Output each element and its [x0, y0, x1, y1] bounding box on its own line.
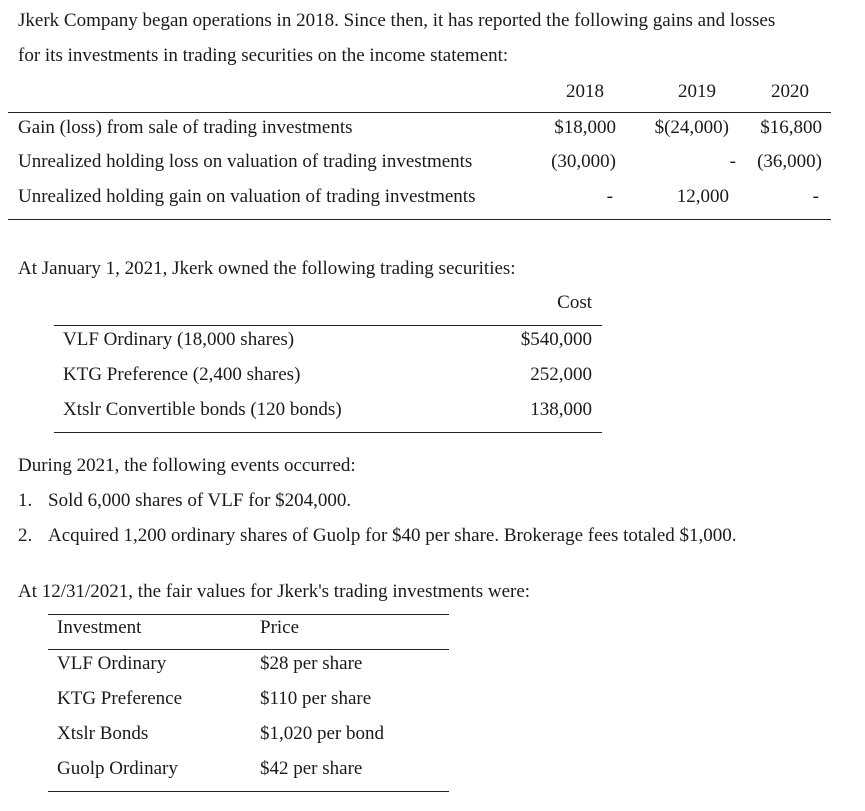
- row-label-unrealized-gain: Unrealized holding gain on valuation of trading investments: [18, 186, 476, 207]
- fv-investment-xtslr: Xtslr Bonds: [57, 723, 149, 744]
- event-number-2: 2.: [18, 525, 33, 546]
- holding-cost-ktg: 252,000: [530, 364, 592, 385]
- year-header-2018: 2018: [566, 81, 604, 102]
- holding-cost-vlf: $540,000: [520, 329, 592, 350]
- header-investment: Investment: [57, 617, 142, 638]
- cell-2019-unrealized-gain: 12,000: [676, 186, 729, 207]
- intro-line-2: for its investments in trading securities on the income statement:: [18, 45, 509, 66]
- table-header-rule: [8, 112, 831, 113]
- fair-value-intro: At 12/31/2021, the fair values for Jkerk's trading investments were:: [18, 581, 531, 602]
- cost-header: Cost: [557, 292, 592, 313]
- header-price: Price: [260, 617, 300, 638]
- cell-2020-unrealized-gain: -: [812, 186, 819, 207]
- holdings-intro: At January 1, 2021, Jkerk owned the following trading securities:: [18, 258, 516, 279]
- events-intro: During 2021, the following events occurred:: [18, 455, 356, 476]
- holding-label-vlf: VLF Ordinary (18,000 shares): [63, 329, 295, 350]
- fv-price-guolp: $42 per share: [260, 758, 363, 779]
- holdings-header-rule: [54, 325, 602, 326]
- holdings-bottom-rule: [54, 432, 602, 433]
- row-label-gain-loss-sale: Gain (loss) from sale of trading investments: [18, 117, 353, 138]
- fair-value-bottom-rule: [48, 791, 449, 792]
- holding-label-xtslr: Xtslr Convertible bonds (120 bonds): [63, 399, 342, 420]
- holding-cost-xtslr: 138,000: [530, 399, 592, 420]
- cell-2020-gain-loss-sale: $16,800: [760, 117, 822, 138]
- fv-price-xtslr: $1,020 per bond: [260, 723, 385, 744]
- fv-investment-ktg: KTG Preference: [57, 688, 183, 709]
- fv-price-ktg: $110 per share: [260, 688, 372, 709]
- cell-2020-unrealized-loss: (36,000): [757, 151, 822, 172]
- fair-value-top-rule: [48, 614, 449, 615]
- row-label-unrealized-loss: Unrealized holding loss on valuation of trading investments: [18, 151, 473, 172]
- holding-label-ktg: KTG Preference (2,400 shares): [63, 364, 301, 385]
- cell-2018-gain-loss-sale: $18,000: [554, 117, 616, 138]
- year-header-2019: 2019: [678, 81, 716, 102]
- intro-line-1: Jkerk Company began operations in 2018. Since then, it has reported the following gains and losses: [18, 10, 776, 31]
- cell-2018-unrealized-gain: -: [606, 186, 613, 207]
- cell-2019-unrealized-loss: -: [729, 151, 736, 172]
- event-number-1: 1.: [18, 490, 33, 511]
- fv-investment-vlf: VLF Ordinary: [57, 653, 167, 674]
- fair-value-header-rule: [48, 649, 449, 650]
- cell-2019-gain-loss-sale: $(24,000): [654, 117, 729, 138]
- year-header-2020: 2020: [771, 81, 809, 102]
- fv-investment-guolp: Guolp Ordinary: [57, 758, 178, 779]
- fv-price-vlf: $28 per share: [260, 653, 363, 674]
- table-bottom-rule: [8, 219, 831, 220]
- event-text-2: Acquired 1,200 ordinary shares of Guolp for $40 per share. Brokerage fees totaled $1,000.: [48, 525, 737, 546]
- event-text-1: Sold 6,000 shares of VLF for $204,000.: [48, 490, 352, 511]
- cell-2018-unrealized-loss: (30,000): [551, 151, 616, 172]
